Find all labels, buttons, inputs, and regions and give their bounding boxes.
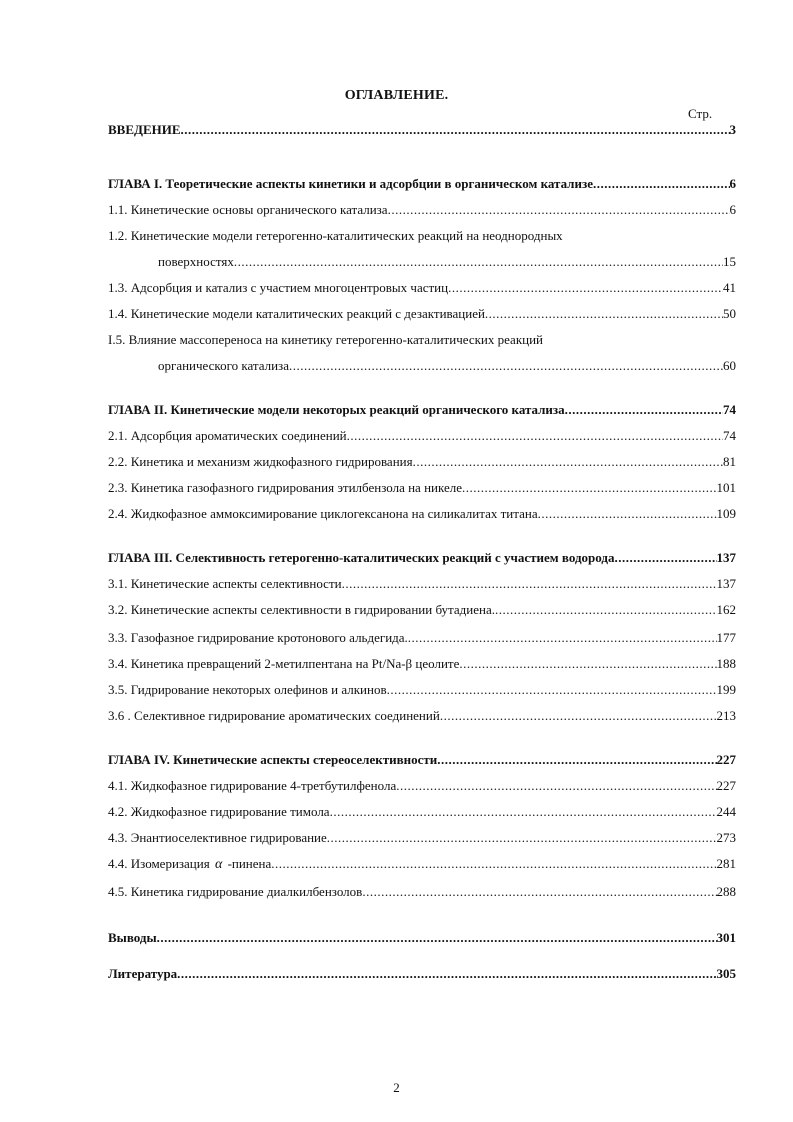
toc-entry-label: 4.2. Жидкофазное гидрирование тимола	[108, 804, 330, 819]
toc-entry-page: 101	[716, 480, 736, 495]
toc-entry-4-5	[108, 884, 736, 900]
toc-entry-label: органического катализа	[158, 358, 289, 373]
leader-dots	[362, 884, 716, 900]
toc-entry-3-6	[108, 708, 736, 724]
toc-entry-4-3	[108, 830, 736, 846]
toc-entry-page: 301	[716, 930, 736, 945]
toc-entry-label: поверхностях	[158, 254, 234, 269]
toc-entry-page: 305	[716, 966, 736, 981]
label-prefix: 4.4. Изомеризация	[108, 856, 213, 871]
toc-entry-page: 213	[716, 708, 736, 723]
toc-entry-label: ГЛАВА II. Кинетические модели некоторых реакций органического катализа	[108, 402, 565, 417]
leader-dots	[437, 752, 716, 768]
toc-chapter-4	[108, 752, 736, 768]
toc-entry-label: 3.2. Кинетические аспекты селективности в гидрировании бутадиена.	[108, 602, 495, 617]
toc-entry-label: 3.6 . Селективное гидрирование ароматических соединений	[108, 708, 440, 723]
toc-entry-label: 1.4. Кинетические модели каталитических реакций с дезактивацией	[108, 306, 485, 321]
leader-dots	[440, 708, 717, 724]
toc-entry-label: 2.3. Кинетика газофазного гидрирования этилбензола на никеле	[108, 480, 463, 495]
leader-dots	[462, 480, 716, 496]
toc-entry-label: 2.4. Жидкофазное аммоксимирование циклогексанона на силикалитах титана	[108, 506, 538, 521]
leader-dots	[181, 122, 730, 138]
toc-entry-3-1	[108, 576, 736, 592]
alpha-symbol: α	[214, 857, 223, 872]
toc-entry-label	[108, 856, 271, 873]
toc-entry-label: 1.1. Кинетические основы органического катализа	[108, 202, 388, 217]
toc-entry-label: Литература	[108, 966, 178, 981]
toc-entry-4-2	[108, 804, 736, 820]
leader-dots	[485, 306, 723, 322]
toc-entry-2-1	[108, 428, 736, 444]
toc-entry-4-4	[108, 856, 736, 872]
toc-entry-3-4	[108, 656, 736, 672]
leader-dots	[271, 856, 716, 872]
toc-entry-page: 227	[716, 752, 736, 767]
toc-entry-intro	[108, 122, 736, 138]
toc-entry-label: Выводы	[108, 930, 157, 945]
leader-dots	[387, 682, 717, 698]
toc-entry-label: 3.4. Кинетика превращений 2-метилпентана на Pt/Na-β цеолите	[108, 656, 460, 671]
toc-entry-page: 137	[716, 576, 736, 591]
toc-entry-3-2	[108, 602, 736, 618]
leader-dots	[614, 550, 716, 566]
toc-entry-label: 4.3. Энантиоселективное гидрирование	[108, 830, 327, 845]
leader-dots	[330, 804, 717, 820]
leader-dots	[459, 656, 716, 672]
toc-entry-1-4	[108, 306, 736, 322]
leader-dots	[327, 830, 717, 846]
toc-entry-page: 109	[716, 506, 736, 521]
toc-entry-label: 2.2. Кинетика и механизм жидкофазного гидрирования	[108, 454, 413, 469]
toc-entry-label: ВВЕДЕНИЕ	[108, 122, 181, 137]
toc-entry-conclusions	[108, 930, 736, 946]
leader-dots	[413, 454, 723, 470]
toc-entry-label: 3.1. Кинетические аспекты селективности	[108, 576, 342, 591]
toc-entry-page: 199	[716, 682, 736, 697]
toc-entry-page: 74	[723, 402, 736, 417]
toc-entry-page: 50	[723, 306, 736, 321]
toc-entry-label: 4.1. Жидкофазное гидрирование 4-третбутилфенола	[108, 778, 397, 793]
toc-entry-1-1	[108, 202, 736, 218]
toc-entry-3-3	[108, 630, 736, 646]
toc-entry-label: 2.1. Адсорбция ароматических соединений	[108, 428, 347, 443]
toc-entry-page: 273	[716, 830, 736, 845]
toc-entry-page: 3	[729, 122, 736, 137]
toc-entry-page: 227	[716, 778, 736, 793]
toc-entry-page: 188	[716, 656, 736, 671]
toc-entry-1-2-label: 1.2. Кинетические модели гетерогенно-каталитических реакций на неоднородных	[108, 228, 563, 243]
leader-dots	[495, 602, 717, 618]
toc-entry-page: 244	[716, 804, 736, 819]
toc-entry-1-3	[108, 280, 736, 296]
toc-entry-1-2	[158, 254, 736, 270]
toc-entry-page: 281	[716, 856, 736, 871]
toc-entry-label: ГЛАВА III. Селективность гетерогенно-каталитических реакций с участием водорода	[108, 550, 615, 565]
leader-dots	[538, 506, 717, 522]
leader-dots	[388, 202, 730, 218]
toc-entry-2-4	[108, 506, 736, 522]
leader-dots	[593, 176, 730, 192]
toc-entry-1-5-label: I.5. Влияние массопереноса на кинетику гетерогенно-каталитических реакций	[108, 332, 544, 347]
toc-entry-label: ГЛАВА I. Теоретические аспекты кинетики и адсорбции в органическом катализе	[108, 176, 593, 191]
page-column-label: Стр.	[688, 106, 713, 121]
toc-entry-page: 81	[723, 454, 736, 469]
toc-entry-3-5	[108, 682, 736, 698]
toc-entry-page: 6	[729, 202, 736, 217]
toc-entry-4-1	[108, 778, 736, 794]
toc-entry-2-2	[108, 454, 736, 470]
leader-dots	[342, 576, 717, 592]
toc-entry-label: 3.3. Газофазное гидрирование кротонового альдегида.	[108, 630, 408, 645]
toc-heading: ОГЛАВЛЕНИЕ.	[344, 88, 449, 103]
toc-entry-page: 288	[716, 884, 736, 899]
leader-dots	[448, 280, 723, 296]
label-suffix: -пинена	[224, 856, 272, 871]
toc-entry-page: 6	[729, 176, 736, 191]
toc-entry-page: 60	[723, 358, 736, 373]
leader-dots	[347, 428, 723, 444]
toc-entry-page: 162	[716, 602, 736, 617]
toc-entry-page: 74	[723, 428, 736, 443]
leader-dots	[177, 966, 716, 982]
toc-entry-page: 41	[723, 280, 736, 295]
leader-dots	[565, 402, 723, 418]
toc-entry-page: 177	[716, 630, 736, 645]
toc-chapter-3	[108, 550, 736, 566]
toc-entry-1-5	[158, 358, 736, 374]
leader-dots	[408, 630, 717, 646]
toc-entry-literature	[108, 966, 736, 982]
toc-entry-page: 137	[716, 550, 736, 565]
leader-dots	[396, 778, 716, 794]
toc-chapter-1	[108, 176, 736, 192]
leader-dots	[289, 358, 723, 374]
toc-entry-label: 4.5. Кинетика гидрирование диалкилбензолов	[108, 884, 363, 899]
leader-dots	[234, 254, 723, 270]
toc-entry-label: 3.5. Гидрирование некоторых олефинов и алкинов	[108, 682, 387, 697]
page-number: 2	[393, 1080, 400, 1095]
toc-entry-page: 15	[723, 254, 736, 269]
leader-dots	[157, 930, 717, 946]
toc-entry-label: 1.3. Адсорбция и катализ с участием многоцентровых частиц	[108, 280, 449, 295]
toc-chapter-2	[108, 402, 736, 418]
toc-entry-label: ГЛАВА IV. Кинетические аспекты стереоселективности	[108, 752, 438, 767]
toc-entry-2-3	[108, 480, 736, 496]
